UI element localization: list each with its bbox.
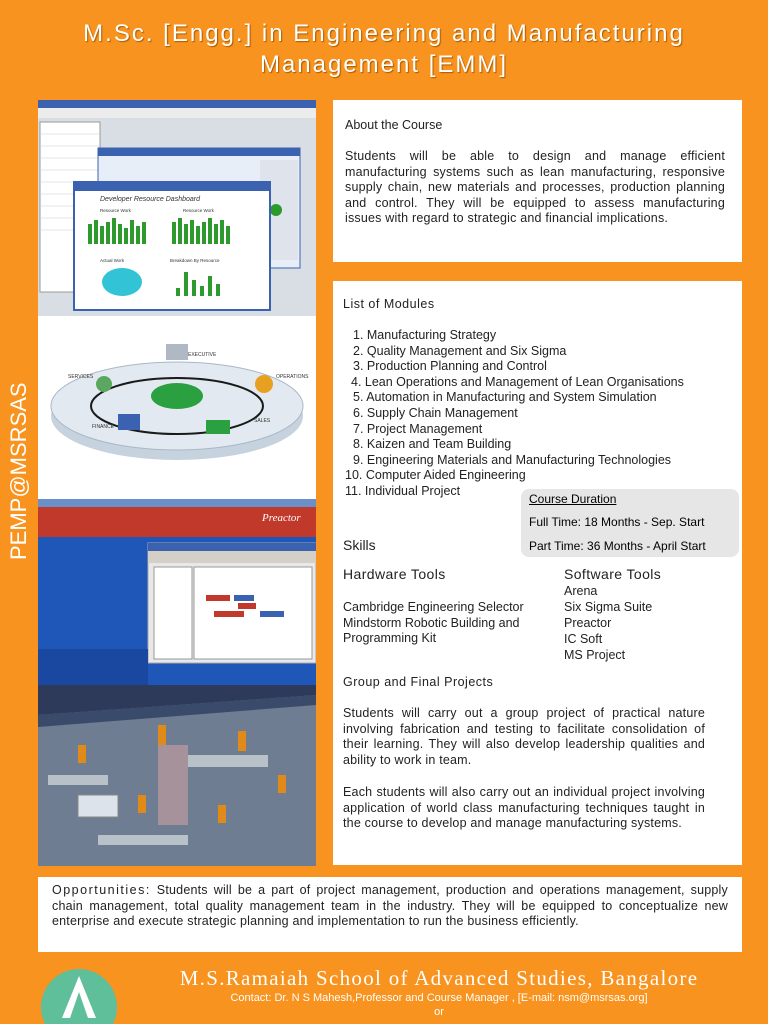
opportunities-text	[52, 883, 728, 930]
contact-or: or	[434, 1006, 444, 1018]
module-item: 3. Production Planning and Control	[353, 359, 547, 374]
dashboard-illustration	[38, 100, 316, 316]
course-duration-box	[521, 489, 739, 557]
software-tool-item: Six Sigma Suite	[564, 599, 653, 614]
about-course-heading: About the Course	[345, 118, 443, 132]
dashboard-label-4: Breakdown By Resource	[170, 258, 220, 263]
module-item: 2. Quality Management and Six Sigma	[353, 343, 567, 358]
hardware-tool-item: Programming Kit	[343, 631, 437, 646]
dashboard-title-text: Developer Resource Dashboard	[100, 196, 200, 203]
factory-simulation-image	[38, 685, 316, 866]
diagram-label-operations: OPERATIONS	[276, 374, 309, 380]
school-logo	[40, 968, 118, 1024]
course-duration-heading: Course Duration	[529, 492, 617, 506]
software-tool-item: Preactor	[564, 615, 612, 630]
module-item: 1. Manufacturing Strategy	[353, 328, 497, 342]
hardware-tools-list	[343, 600, 524, 647]
dashboard-label-3: Actual Work	[100, 258, 125, 263]
title-line-2: Management [EMM]	[259, 51, 509, 78]
projects-heading: Group and Final Projects	[343, 675, 494, 689]
hardware-tool-item: Mindstorm Robotic Building and	[343, 615, 520, 630]
school-name: M.S.Ramaiah School of Advanced Studies, Bangalore	[179, 966, 699, 990]
about-course-box	[333, 100, 742, 262]
preactor-illustration	[38, 499, 316, 685]
factory-illustration	[38, 685, 316, 866]
ring-diagram-illustration	[38, 316, 316, 499]
about-course-text: Students will be able to design and manage efficient manufacturing systems such as lean manufacturing, responsive supply chain, new materials and processes, production planning and control. They will be equipped to assess manufacturing issues with regard to strategic and financial implications.	[345, 149, 725, 226]
preactor-logo-text: Preactor	[262, 512, 301, 524]
opportunities-body: Students will be a part of project management, production and operations management, supply chain management, total quality management team in the industry. They will be equipped to conceptualize new enterprise and execute strategic planning and implementation to run the business efficiently.	[52, 883, 728, 929]
projects-paragraph-1: Students will carry out a group project of practical nature involving fabrication and testing to facilitate consolidation of their learning. They will also develop leadership qualities and ability to work in team.	[343, 706, 705, 767]
opportunities-label: Opportunities:	[52, 883, 151, 897]
management-ring-diagram-image	[38, 316, 316, 499]
module-item: 4. Lean Operations and Management of Lean Organisations	[351, 374, 684, 389]
contact-line: Contact: Dr. N S Mahesh,Professor and Course Manager , [E-mail: nsm@msrsas.org]	[230, 992, 648, 1004]
opportunities-box	[38, 877, 742, 952]
software-tools-list	[564, 584, 652, 664]
projects-paragraph-2: Each students will also carry out an individual project involving application of world class manufacturing techniques taught in the course to develop and manage manufacturing systems.	[343, 785, 705, 831]
modules-list	[345, 328, 684, 500]
page-title	[0, 18, 768, 80]
modules-heading: List of Modules	[343, 297, 435, 311]
software-tools-heading: Software Tools	[564, 566, 662, 582]
module-item: 9. Engineering Materials and Manufacturing Technologies	[353, 452, 672, 467]
preactor-screenshot-image	[38, 499, 316, 685]
course-details-box	[333, 281, 742, 865]
title-line-1: M.Sc. [Engg.] in Engineering and Manufacturing	[83, 20, 685, 47]
software-tool-item: MS Project	[564, 647, 626, 662]
side-vertical-text: PEMP@MSRSAS	[6, 382, 31, 560]
diagram-label-executive: EXECUTIVE	[188, 352, 217, 358]
software-tool-item: Arena	[564, 584, 598, 598]
skills-heading: Skills	[343, 537, 376, 553]
diagram-label-sales: SALES	[254, 418, 271, 424]
module-item: 7. Project Management	[353, 421, 483, 436]
module-item: 8. Kaizen and Team Building	[353, 437, 512, 452]
hardware-tool-item: Cambridge Engineering Selector	[343, 600, 524, 614]
diagram-label-services: SERVICES	[68, 374, 94, 380]
full-time-duration: Full Time: 18 Months - Sep. Start	[529, 515, 705, 529]
module-item: 11. Individual Project	[345, 483, 461, 498]
dashboard-label-2: Resource Work	[183, 208, 214, 213]
hardware-tools-heading: Hardware Tools	[343, 566, 446, 582]
module-item: 6. Supply Chain Management	[353, 405, 518, 420]
dashboard-screenshot-image	[38, 100, 316, 316]
part-time-duration: Part Time: 36 Months - April Start	[529, 539, 706, 553]
module-item: 10. Computer Aided Engineering	[345, 468, 526, 483]
dashboard-label-1: Resource Work	[100, 208, 131, 213]
diagram-label-finance: FINANCE	[92, 424, 114, 430]
module-item: 5. Automation in Manufacturing and System Simulation	[353, 390, 657, 405]
software-tool-item: IC Soft	[564, 631, 603, 646]
